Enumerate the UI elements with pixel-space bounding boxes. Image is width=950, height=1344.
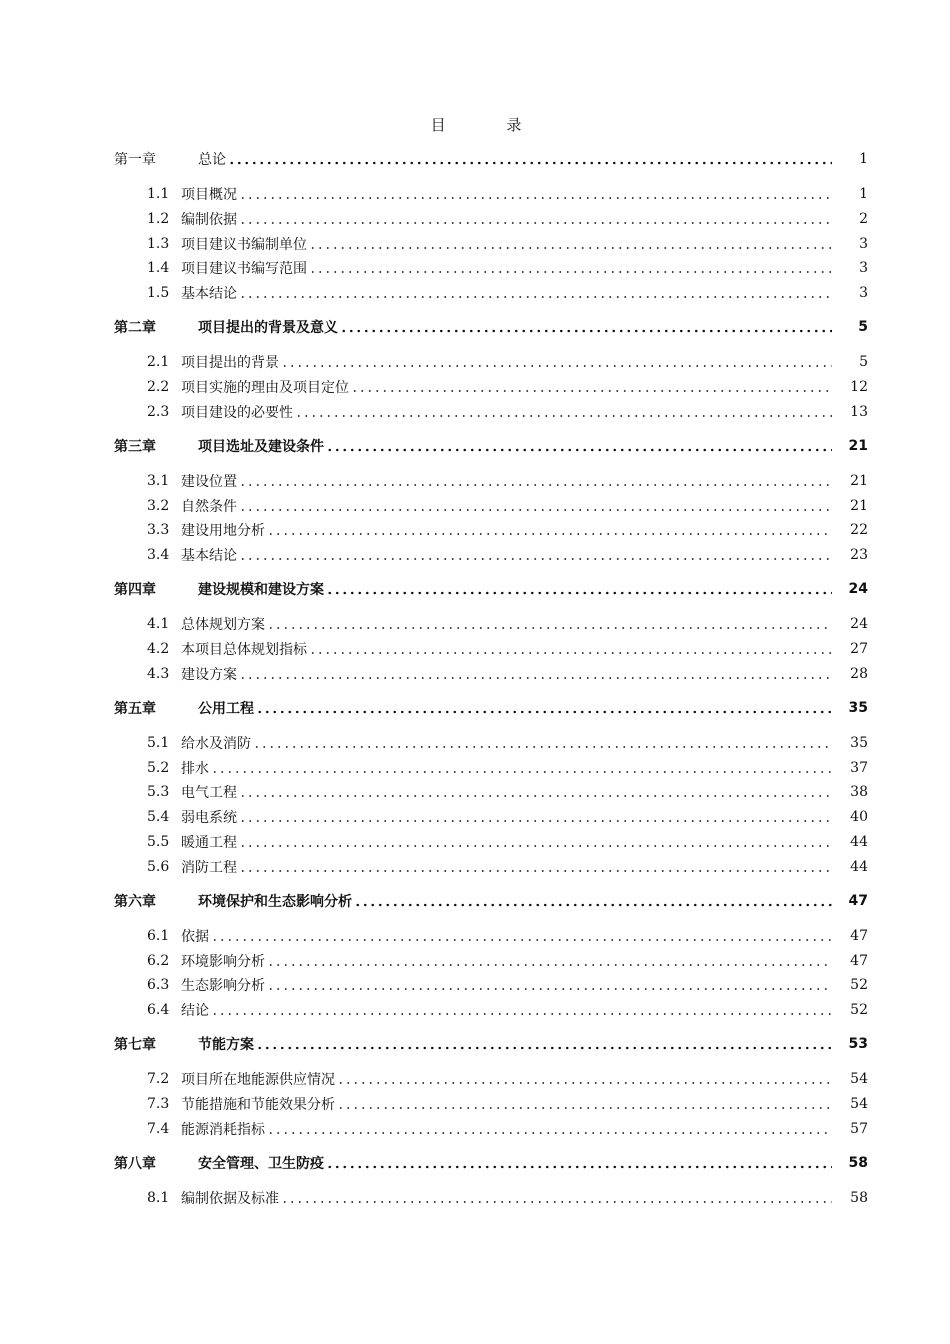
section-number: 7.4 <box>147 1120 170 1137</box>
toc-section-entry[interactable] <box>0 949 950 973</box>
dot-leader <box>309 238 832 250</box>
toc-chapter-entry[interactable] <box>0 1151 950 1175</box>
dot-leader <box>256 1038 832 1050</box>
toc-chapter-entry[interactable] <box>0 889 950 913</box>
dot-leader <box>340 321 832 333</box>
toc-section-entry[interactable] <box>0 1117 950 1141</box>
section-title: 结论 <box>181 1003 209 1020</box>
section-number: 1.1 <box>147 186 170 202</box>
dot-leader <box>267 979 832 991</box>
page-number: 12 <box>850 379 868 395</box>
dot-leader <box>309 262 832 274</box>
toc-section-entry[interactable] <box>0 400 950 424</box>
toc-section-entry[interactable] <box>0 232 950 256</box>
page-number: 3 <box>859 235 868 252</box>
dot-leader <box>267 1123 832 1135</box>
section-title: 总体规划方案 <box>181 617 265 634</box>
page-number: 52 <box>850 1002 868 1019</box>
page-number: 47 <box>848 892 868 909</box>
section-title: 项目实施的理由及项目定位 <box>181 380 349 396</box>
dot-leader <box>267 955 832 967</box>
section-title: 项目提出的背景 <box>181 355 279 372</box>
toc-section-entry[interactable] <box>0 924 950 948</box>
page-number: 40 <box>850 809 868 826</box>
section-title: 环境影响分析 <box>181 953 265 970</box>
dot-leader <box>256 702 832 714</box>
section-number: 7.3 <box>147 1096 170 1112</box>
chapter-title: 公用工程 <box>198 700 254 717</box>
dot-leader <box>326 440 832 452</box>
section-number: 2.3 <box>147 403 170 420</box>
section-title: 项目所在地能源供应情况 <box>181 1072 335 1089</box>
toc-chapter-entry[interactable] <box>0 147 950 171</box>
toc-section-entry[interactable] <box>0 973 950 997</box>
toc-chapter-entry[interactable] <box>0 1032 950 1056</box>
section-title: 建设位置 <box>181 473 237 490</box>
toc-section-entry[interactable] <box>0 756 950 780</box>
page-number: 13 <box>850 403 868 420</box>
toc-section-entry[interactable] <box>0 731 950 755</box>
page-number: 37 <box>850 759 868 776</box>
dot-leader <box>211 1004 832 1016</box>
toc-chapter-entry[interactable] <box>0 315 950 339</box>
dot-leader <box>239 500 832 512</box>
section-title: 生态影响分析 <box>181 978 265 995</box>
dot-leader <box>326 583 832 595</box>
section-number: 3.2 <box>147 497 170 514</box>
section-number: 3.4 <box>147 547 170 564</box>
toc-chapter-entry[interactable] <box>0 577 950 601</box>
page-number: 53 <box>848 1036 868 1053</box>
section-title: 排水 <box>181 760 209 777</box>
dot-leader <box>239 836 832 848</box>
toc-section-entry[interactable] <box>0 662 950 686</box>
section-title: 暖通工程 <box>181 835 237 851</box>
toc-section-entry[interactable] <box>0 256 950 280</box>
dot-leader <box>239 811 832 823</box>
chapter-number: 第八章 <box>114 1155 156 1172</box>
section-number: 3.1 <box>147 472 170 489</box>
toc-section-entry[interactable] <box>0 182 950 206</box>
section-number: 6.2 <box>147 952 170 969</box>
section-number: 1.4 <box>147 260 170 277</box>
dot-leader <box>239 786 832 798</box>
section-number: 5.3 <box>147 784 170 801</box>
section-title: 项目建议书编写范围 <box>181 261 307 278</box>
page-number: 21 <box>848 437 868 454</box>
toc-chapter-entry[interactable] <box>0 434 950 458</box>
chapter-number: 第五章 <box>114 700 156 717</box>
section-title: 消防工程 <box>181 859 237 876</box>
page-number: 58 <box>850 1189 868 1206</box>
page-number: 21 <box>850 472 868 489</box>
dot-leader <box>351 381 832 393</box>
chapter-title: 节能方案 <box>198 1037 254 1054</box>
section-title: 弱电系统 <box>181 810 237 827</box>
section-title: 本项目总体规划指标 <box>181 642 307 658</box>
section-number: 7.2 <box>147 1071 170 1088</box>
dot-leader <box>239 475 832 487</box>
toc-section-entry[interactable] <box>0 494 950 518</box>
page-number: 38 <box>850 784 868 801</box>
section-title: 编制依据 <box>181 211 237 228</box>
chapter-number: 第三章 <box>114 438 156 455</box>
section-title: 建设方案 <box>181 666 237 683</box>
section-number: 3.3 <box>147 522 170 539</box>
section-title: 项目建议书编制单位 <box>181 236 307 253</box>
dot-leader <box>337 1098 832 1110</box>
page-number: 24 <box>850 616 868 633</box>
toc-section-entry[interactable] <box>0 469 950 493</box>
dot-leader <box>239 213 832 225</box>
page-number: 5 <box>858 319 868 336</box>
section-number: 5.4 <box>147 809 170 826</box>
toc-section-entry[interactable] <box>0 375 950 399</box>
dot-leader <box>239 549 832 561</box>
toc-section-entry[interactable] <box>0 855 950 879</box>
page-number: 23 <box>850 547 868 564</box>
page-number: 27 <box>850 641 868 657</box>
section-title: 项目建设的必要性 <box>181 404 293 421</box>
page-number: 47 <box>850 952 868 969</box>
page-number: 52 <box>850 977 868 994</box>
page-number: 47 <box>850 927 868 944</box>
chapter-title: 安全管理、卫生防疫 <box>198 1155 324 1172</box>
section-number: 5.2 <box>147 759 170 776</box>
section-number: 1.3 <box>147 235 170 252</box>
section-number: 6.4 <box>147 1002 170 1019</box>
toc-section-entry[interactable] <box>0 637 950 661</box>
toc-section-entry[interactable] <box>0 518 950 542</box>
page-number: 54 <box>850 1096 868 1112</box>
dot-leader <box>267 618 832 630</box>
chapter-number: 第四章 <box>114 582 156 599</box>
toc-section-entry[interactable] <box>0 805 950 829</box>
dot-leader <box>211 762 832 774</box>
chapter-number: 第二章 <box>114 320 156 337</box>
toc-section-entry[interactable] <box>0 1186 950 1210</box>
page-number: 35 <box>850 734 868 751</box>
page-number: 28 <box>850 665 868 682</box>
chapter-title: 项目选址及建设条件 <box>198 438 324 455</box>
dot-leader <box>295 406 832 418</box>
dot-leader <box>239 287 832 299</box>
dot-leader <box>337 1073 832 1085</box>
section-number: 4.3 <box>147 665 170 682</box>
toc-chapter-entry[interactable] <box>0 696 950 720</box>
dot-leader <box>281 1192 832 1204</box>
dot-leader <box>239 188 832 200</box>
chapter-number: 第六章 <box>114 893 156 910</box>
chapter-title: 总论 <box>198 152 226 168</box>
chapter-number: 第一章 <box>114 152 156 168</box>
dot-leader <box>239 668 832 680</box>
section-title: 电气工程 <box>181 785 237 802</box>
toc-section-entry[interactable] <box>0 830 950 854</box>
toc-section-entry[interactable] <box>0 612 950 636</box>
dot-leader <box>228 153 832 165</box>
toc-section-entry[interactable] <box>0 998 950 1022</box>
chapter-title: 项目提出的背景及意义 <box>198 320 338 337</box>
section-title: 基本结论 <box>181 548 237 565</box>
section-title: 项目概况 <box>181 187 237 203</box>
page-number: 2 <box>859 210 868 227</box>
page-number: 57 <box>850 1120 868 1137</box>
page-number: 54 <box>850 1071 868 1088</box>
toc-section-entry[interactable] <box>0 780 950 804</box>
dot-leader <box>281 356 832 368</box>
section-number: 5.6 <box>147 858 170 875</box>
page-number: 44 <box>850 858 868 875</box>
page-number: 24 <box>848 581 868 598</box>
toc-section-entry[interactable] <box>0 207 950 231</box>
page-number: 5 <box>859 354 868 371</box>
dot-leader <box>326 1157 832 1169</box>
section-number: 4.1 <box>147 616 170 633</box>
chapter-number: 第七章 <box>114 1037 156 1054</box>
page-number: 1 <box>859 186 868 202</box>
toc-section-entry[interactable] <box>0 543 950 567</box>
section-title: 给水及消防 <box>181 735 251 752</box>
toc-section-entry[interactable] <box>0 1067 950 1091</box>
chapter-title: 建设规模和建设方案 <box>198 582 324 599</box>
section-number: 2.2 <box>147 379 170 395</box>
section-number: 6.1 <box>147 927 170 944</box>
section-number: 1.5 <box>147 285 170 302</box>
chapter-title: 环境保护和生态影响分析 <box>198 893 352 910</box>
section-number: 4.2 <box>147 641 170 657</box>
toc-section-entry[interactable] <box>0 1092 950 1116</box>
dot-leader <box>253 737 832 749</box>
page-number: 44 <box>850 834 868 850</box>
section-number: 6.3 <box>147 977 170 994</box>
dot-leader <box>354 895 832 907</box>
dot-leader <box>267 524 832 536</box>
toc-section-entry[interactable] <box>0 350 950 374</box>
section-title: 建设用地分析 <box>181 523 265 540</box>
toc-title: 目 录 <box>430 116 550 134</box>
section-number: 5.5 <box>147 834 170 850</box>
page-number: 22 <box>850 522 868 539</box>
section-number: 2.1 <box>147 354 170 371</box>
section-title: 基本结论 <box>181 286 237 303</box>
section-title: 依据 <box>181 928 209 945</box>
section-number: 8.1 <box>147 1189 170 1206</box>
toc-section-entry[interactable] <box>0 281 950 305</box>
dot-leader <box>211 930 832 942</box>
section-title: 编制依据及标准 <box>181 1190 279 1207</box>
section-title: 自然条件 <box>181 498 237 515</box>
section-title: 能源消耗指标 <box>181 1121 265 1138</box>
page-number: 1 <box>859 151 868 167</box>
section-title: 节能措施和节能效果分析 <box>181 1097 335 1113</box>
section-number: 5.1 <box>147 734 170 751</box>
page-number: 58 <box>848 1154 868 1171</box>
page-number: 3 <box>859 260 868 277</box>
page-number: 21 <box>850 497 868 514</box>
page-number: 3 <box>859 285 868 302</box>
section-number: 1.2 <box>147 210 170 227</box>
page-number: 35 <box>848 699 868 716</box>
dot-leader <box>309 643 832 655</box>
dot-leader <box>239 861 832 873</box>
